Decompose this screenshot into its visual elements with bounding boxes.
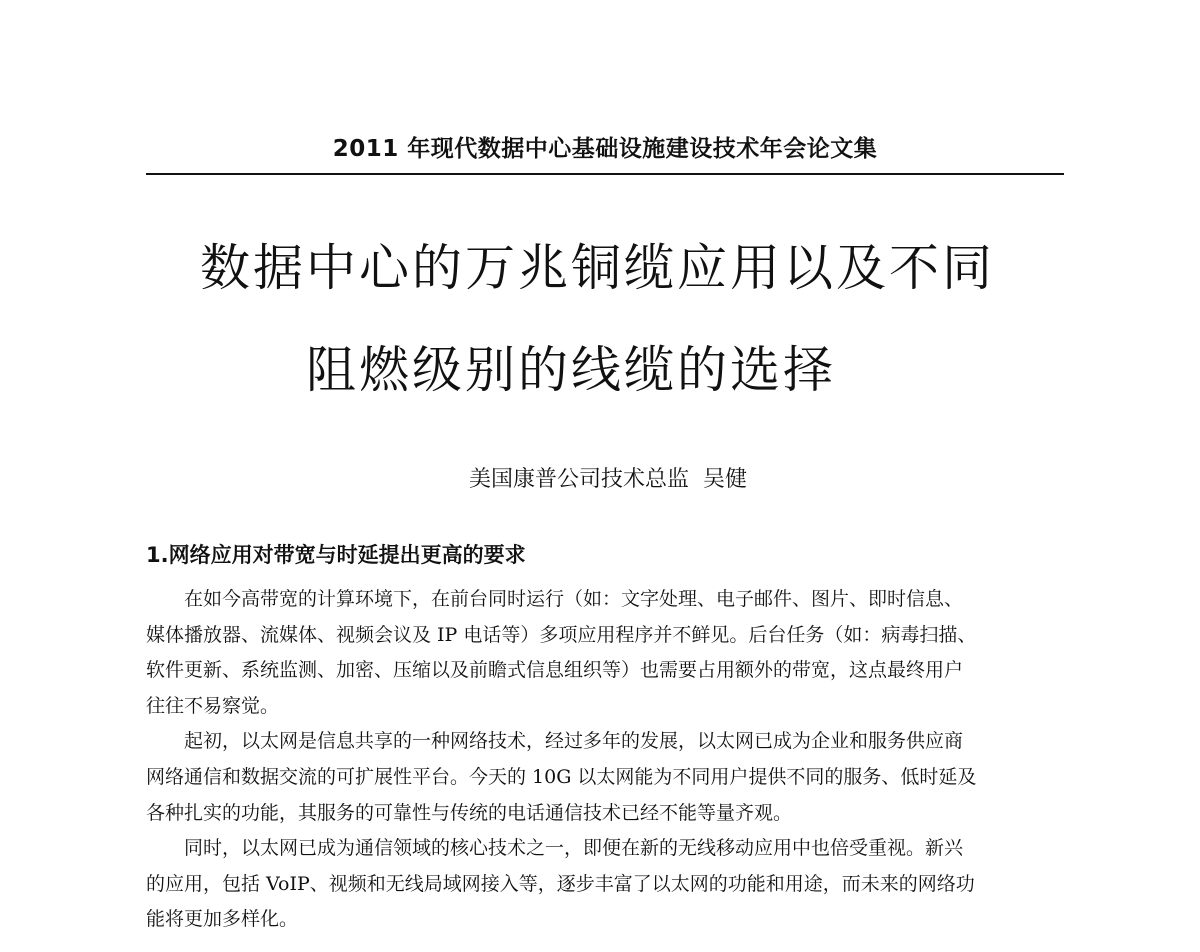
section-heading: 1.网络应用对带宽与时延提出更高的要求 bbox=[146, 543, 526, 567]
paragraph-line: 的应用，包括 VoIP、视频和无线局域网接入等，逐步丰富了以太网的功能和用途，而未来的网络功 bbox=[146, 872, 975, 895]
paragraph-line: 同时，以太网已成为通信领域的核心技术之一，即便在新的无线移动应用中也倍受重视。新兴 bbox=[184, 837, 964, 860]
header-rule bbox=[146, 173, 1064, 175]
paragraph bbox=[146, 582, 1064, 724]
paragraph-line: 在如今高带宽的计算环境下，在前台同时运行（如：文字处理、电子邮件、图片、即时信息、 bbox=[184, 588, 964, 610]
article-title-line-2: 阻燃级别的线缆的选择 bbox=[306, 341, 836, 399]
paragraph-line: 媒体播放器、流媒体、视频会议及 IP 电话等）多项应用程序并不鲜见。后台任务（如：病毒扫描、 bbox=[146, 623, 977, 646]
paragraph-line: 往往不易察觉。 bbox=[146, 694, 280, 717]
running-header: 2011 年现代数据中心基础设施建设技术年会论文集 bbox=[332, 136, 878, 162]
article-title-line-1: 数据中心的万兆铜缆应用以及不同 bbox=[200, 239, 995, 297]
paragraph-line: 网络通信和数据交流的可扩展性平台。今天的 10G 以太网能为不同用户提供不同的服务、低时延及 bbox=[146, 765, 977, 788]
section-body bbox=[146, 582, 1064, 938]
paragraph bbox=[146, 724, 1064, 831]
paragraph bbox=[146, 831, 1064, 938]
paragraph-line: 起初，以太网是信息共享的一种网络技术，经过多年的发展，以太网已成为企业和服务供应商 bbox=[184, 730, 964, 753]
author-separator bbox=[689, 467, 703, 492]
paragraph-line: 各种扎实的功能，其服务的可靠性与传统的电话通信技术已经不能等量齐观。 bbox=[146, 801, 793, 824]
author-affiliation: 美国康普公司技术总监 bbox=[468, 467, 689, 492]
author-name: 吴健 bbox=[703, 467, 748, 492]
author-line bbox=[0, 465, 1200, 495]
paragraph-line: 软件更新、系统监测、加密、压缩以及前瞻式信息组织等）也需要占用额外的带宽，这点最终用户 bbox=[146, 659, 964, 682]
paragraph-line: 能将更加多样化。 bbox=[146, 908, 299, 931]
